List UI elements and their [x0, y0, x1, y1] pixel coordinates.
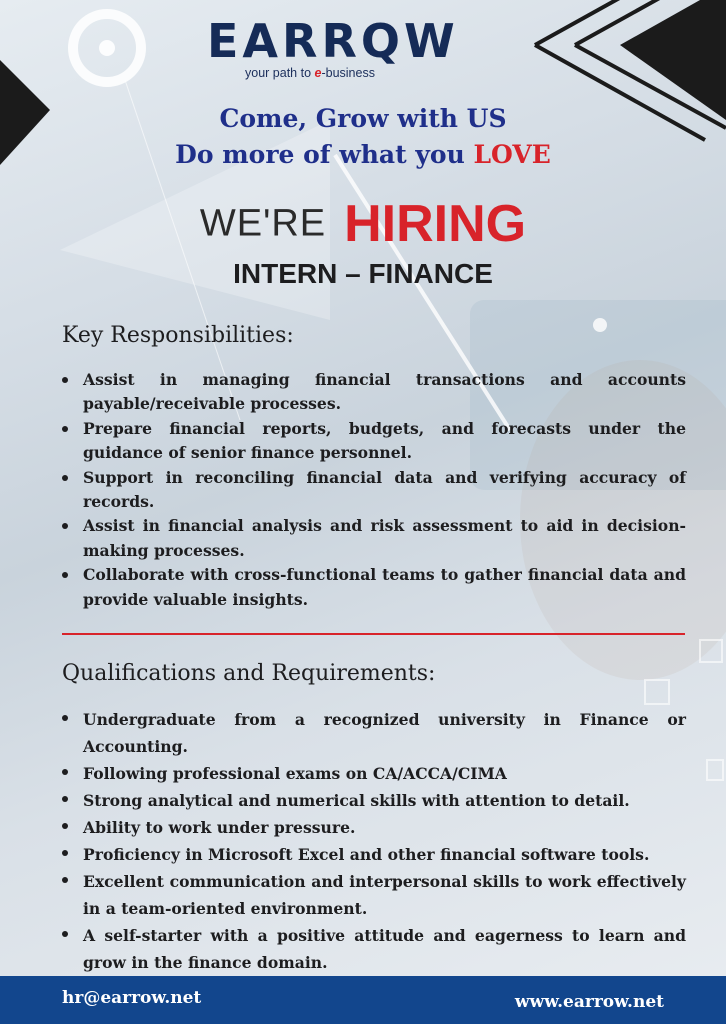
section-divider: [62, 633, 685, 635]
headline-love: LOVE: [473, 140, 551, 169]
deco-dot: [593, 318, 607, 332]
job-title: INTERN – FINANCE: [233, 258, 493, 289]
list-item: Prepare financial reports, budgets, and forecasts under the guidance of senior finance personnel.: [62, 417, 686, 466]
headline-line-1: Come, Grow with US: [219, 104, 507, 133]
deco-square-1: [645, 680, 669, 704]
responsibilities-title: Key Responsibilities:: [62, 323, 294, 348]
qualifications-title: Qualifications and Requirements:: [62, 661, 436, 686]
list-item: Support in reconciling financial data and verifying accuracy of records.: [62, 466, 686, 515]
footer-bar: [0, 976, 726, 1024]
logo-tagline-suffix: -business: [321, 66, 375, 80]
headline-line-2: [0, 140, 726, 169]
list-item: Ability to work under pressure.: [62, 814, 686, 841]
hiring-banner: [0, 194, 726, 254]
logo-tagline-e: e: [314, 66, 322, 80]
list-item: Assist in financial analysis and risk assessment to aid in decision-making processes.: [62, 514, 686, 563]
list-item: Proficiency in Microsoft Excel and other financial software tools.: [62, 841, 686, 868]
ring-dot: [99, 40, 115, 56]
contact-email-link[interactable]: hr@earrow.net: [62, 988, 202, 1008]
list-item: Undergraduate from a recognized university in Finance or Accounting.: [62, 706, 686, 760]
earrow-logo: [205, 14, 480, 84]
list-item: Excellent communication and interpersonal skills to work effectively in a team-oriented environment.: [62, 868, 686, 922]
website-link[interactable]: www.earrow.net: [514, 992, 664, 1012]
hiring-prefix: WE'RE: [199, 202, 327, 245]
list-item: Following professional exams on CA/ACCA/CIMA: [62, 760, 686, 787]
logo-tagline: [245, 66, 375, 80]
list-item: Assist in managing financial transactions and accounts payable/receivable processes.: [62, 368, 686, 417]
hiring-word: HIRING: [344, 195, 527, 253]
deco-square-3: [707, 760, 723, 780]
qualifications-list: [62, 706, 686, 976]
responsibilities-list: [62, 368, 686, 612]
list-item: Collaborate with cross-functional teams to gather financial data and provide valuable insights.: [62, 563, 686, 612]
logo-tagline-prefix: your path to: [245, 66, 315, 80]
logo-wordmark: EARRQW: [207, 14, 459, 68]
list-item: A self-starter with a positive attitude and eagerness to learn and grow in the finance domain.: [62, 922, 686, 976]
headline-line-2-prefix: Do more of what you: [175, 140, 474, 169]
list-item: Strong analytical and numerical skills with attention to detail.: [62, 787, 686, 814]
